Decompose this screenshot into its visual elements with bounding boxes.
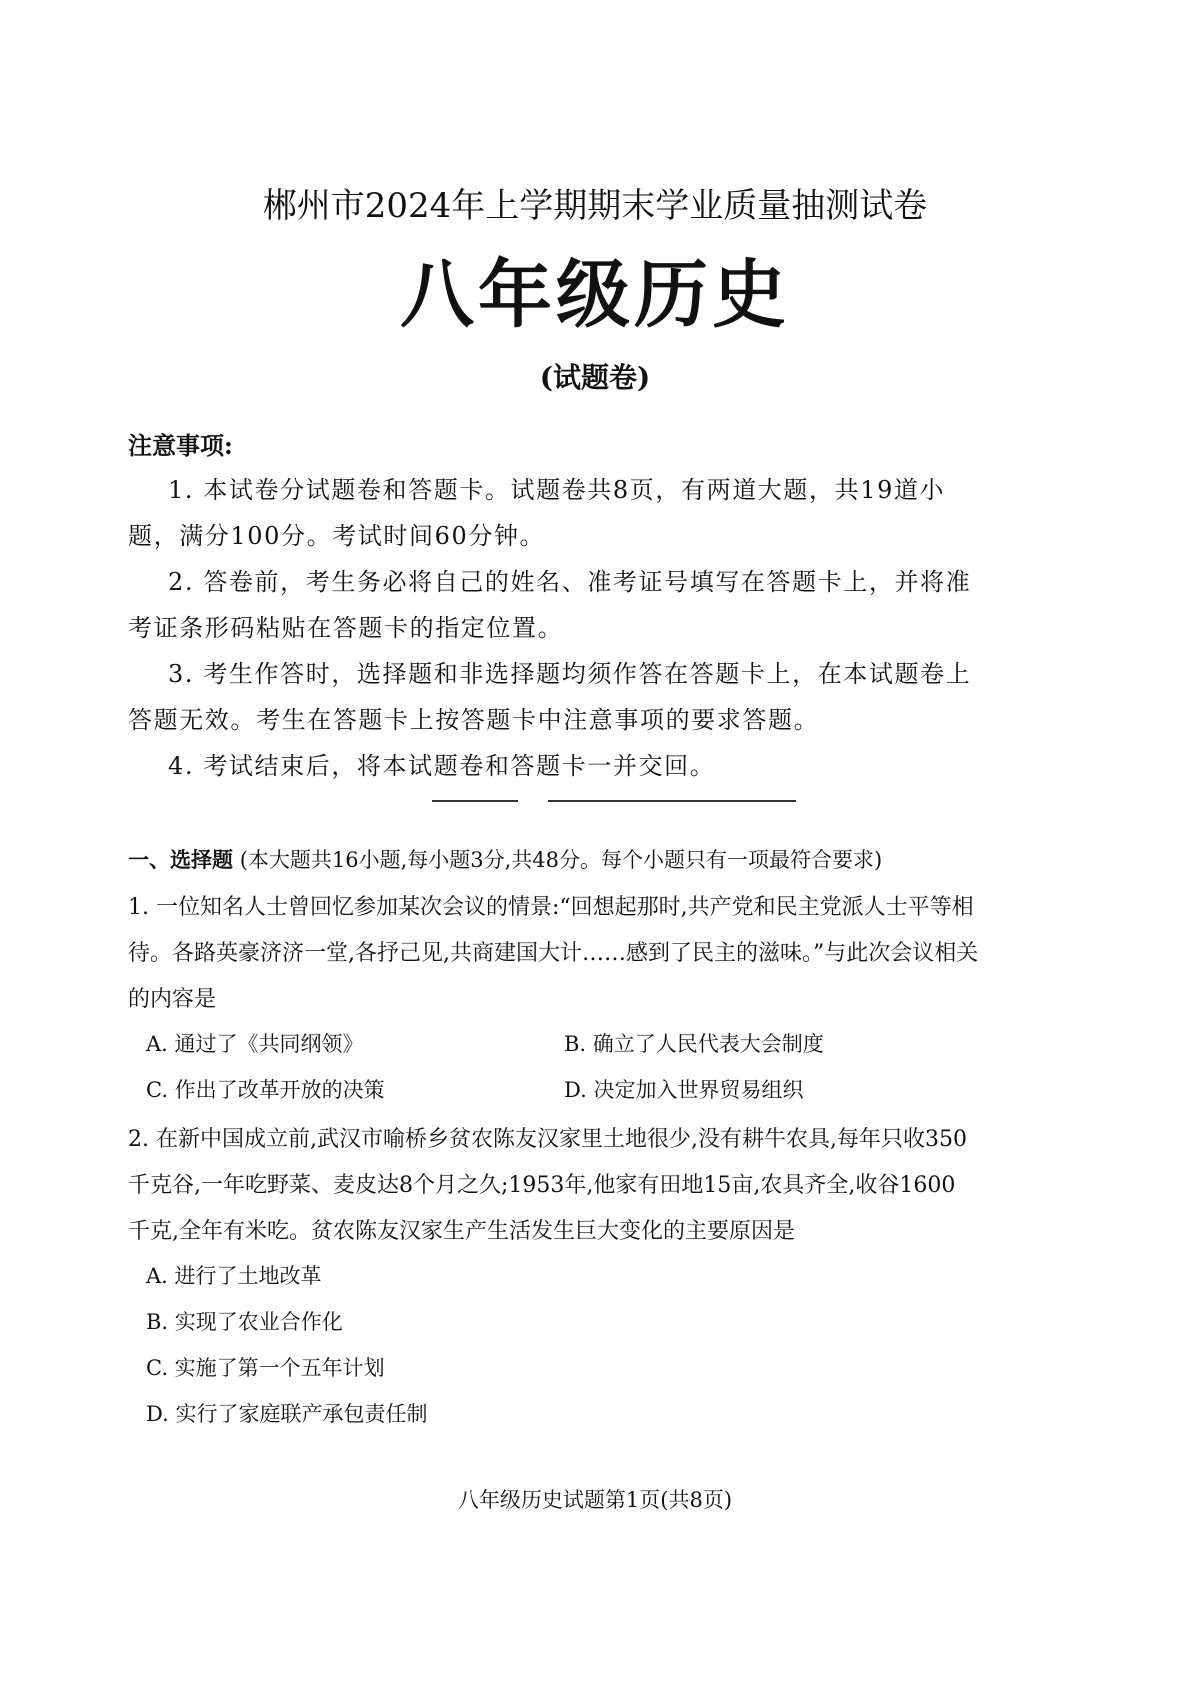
notice-line: 1. 本试卷分试题卷和答题卡。试题卷共8页，有两道大题，共19道小 bbox=[168, 476, 946, 504]
question-2-option-a: A. 进行了土地改革 bbox=[146, 1264, 322, 1288]
question-2-option-d: D. 实行了家庭联产承包责任制 bbox=[146, 1402, 428, 1426]
question-1-line: 的内容是 bbox=[128, 987, 217, 1012]
notice-line: 答题无效。考生在答题卡上按答题卡中注意事项的要求答题。 bbox=[128, 706, 820, 734]
notice-line: 3. 考生作答时，选择题和非选择题均须作答在答题卡上，在本试题卷上 bbox=[168, 660, 972, 688]
question-1-line: 待。各路英豪济济一堂,各抒己见,共商建国大计……感到了民主的滋味。”与此次会议相关 bbox=[128, 941, 979, 966]
question-1-line: 1. 一位知名人士曾回忆参加某次会议的情景:“回想起那时,共产党和民主党派人士平等相 bbox=[128, 895, 974, 920]
divider bbox=[548, 800, 796, 802]
notice-line: 4. 考试结束后，将本试题卷和答题卡一并交回。 bbox=[168, 752, 716, 780]
paper-type-label: (试题卷) bbox=[539, 361, 651, 394]
question-2-option-b: B. 实现了农业合作化 bbox=[146, 1310, 343, 1334]
exam-series-title: 郴州市2024年上学期期末学业质量抽测试卷 bbox=[262, 186, 928, 226]
divider bbox=[432, 800, 518, 802]
section-label: 一、选择题 bbox=[128, 848, 233, 872]
question-2-line: 千克谷,一年吃野菜、麦皮达8个月之久;1953年,他家有田地15亩,农具齐全,收谷1600 bbox=[128, 1173, 956, 1198]
notice-line: 2. 答卷前，考生务必将自己的姓名、准考证号填写在答题卡上，并将准 bbox=[168, 568, 972, 596]
question-1-option-a: A. 通过了《共同纲领》 bbox=[146, 1032, 364, 1056]
question-2-line: 千克,全年有米吃。贫农陈友汉家生产生活发生巨大变化的主要原因是 bbox=[128, 1219, 795, 1244]
section-heading bbox=[128, 844, 882, 874]
question-1-option-b: B. 确立了人民代表大会制度 bbox=[564, 1032, 824, 1056]
question-2-line: 2. 在新中国成立前,武汉市喻桥乡贫农陈友汉家里土地很少,没有耕牛农具,每年只收350 bbox=[128, 1127, 967, 1152]
section-description: (本大题共16小题,每小题3分,共48分。每个小题只有一项最符合要求) bbox=[239, 848, 883, 872]
notice-line: 题，满分100分。考试时间60分钟。 bbox=[128, 522, 546, 550]
page-footer: 八年级历史试题第1页(共8页) bbox=[457, 1488, 733, 1512]
notice-title: 注意事项: bbox=[128, 431, 233, 460]
notice-line: 考证条形码粘贴在答题卡的指定位置。 bbox=[128, 614, 564, 642]
question-1-option-d: D. 决定加入世界贸易组织 bbox=[564, 1078, 804, 1102]
question-2-option-c: C. 实施了第一个五年计划 bbox=[146, 1356, 385, 1380]
question-1-option-c: C. 作出了改革开放的决策 bbox=[146, 1078, 385, 1102]
subject-title: 八年级历史 bbox=[400, 252, 790, 338]
